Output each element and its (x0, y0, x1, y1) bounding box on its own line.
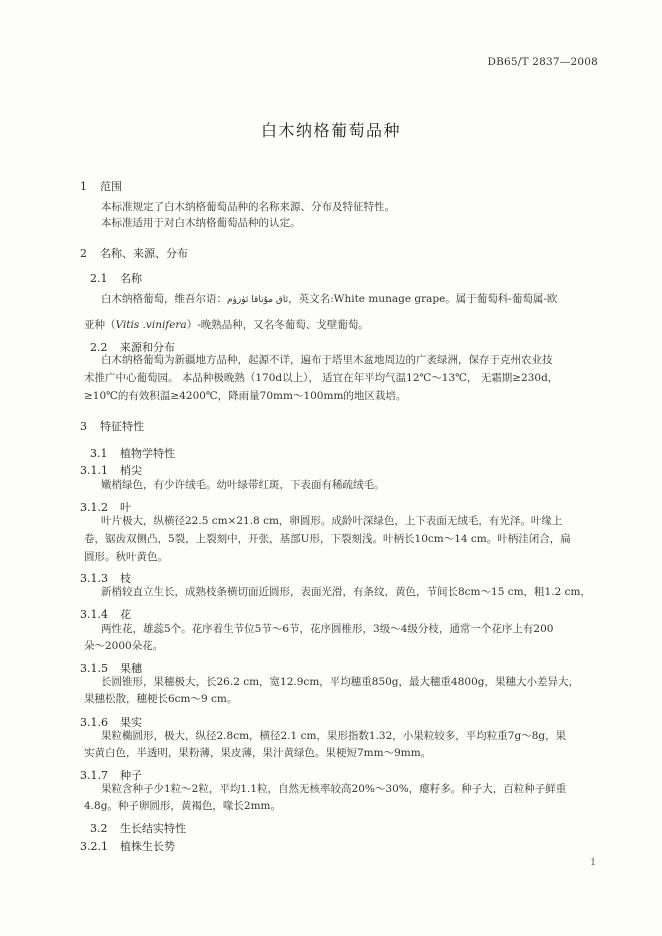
paragraph-line (101, 294, 557, 305)
clause-title: 植株生长势 (120, 840, 175, 853)
clause-number: 3.1.2 (80, 501, 108, 514)
text-run: 亚种（ (84, 319, 116, 331)
subsection-number: 3.1 (90, 447, 108, 460)
paragraph-line: 叶片极大，纵横径22.5 cm×21.8 cm，卵圆形。成龄叶深绿色，上下表面无绒毛，有光泽。叶缘上 (101, 515, 563, 527)
paragraph-line (84, 320, 369, 331)
paragraph-line: 4.8g。种子卵圆形，黄褐色，喙长2mm。 (84, 800, 282, 812)
paragraph-line: 两性花，雄蕊5个。花序着生节位5节～6节，花序圆椎形，3级～4级分枝，通常一个花序上有200 (101, 623, 554, 635)
section-heading-name-origin (80, 245, 188, 261)
section-number: 2 (80, 247, 87, 260)
subsection-heading (90, 339, 175, 355)
paragraph-line: 卷，锯齿双侧凸，5裂，上裂刻中，开张，基部U形，下裂刻浅。叶柄长10cm～14 cm。叶柄洼闭合，扁 (84, 533, 571, 545)
paragraph-line: 果粒含种子少1粒～2粒，平均1.1粒，自然无核率较高20%～30%，瘪籽多。种子大，百粒种子鲜重 (101, 783, 567, 795)
clause-heading (80, 499, 131, 515)
subsection-number: 2.2 (90, 341, 108, 354)
paragraph-line: 长圆锥形，果穗极大，长26.2 cm，宽12.9cm，平均穗重850g，最大穗重4800g，果穗大小差异大， (101, 676, 579, 688)
paragraph-line: ≥10℃的有效积温≥4200℃，降雨量70mm～100mm的地区栽培。 (84, 390, 407, 402)
text-run: ，英文名:White munage grape。属于葡萄科-葡萄属-欧 (288, 293, 558, 305)
paragraph-line: 果穗松散，穗梗长6cm～9 cm。 (84, 693, 238, 705)
clause-heading (80, 660, 142, 676)
clause-heading (80, 570, 131, 586)
paragraph-line: 本标准适用于对白木纳格葡萄品种的认定。 (101, 217, 301, 229)
section-title: 名称、来源、分布 (100, 247, 188, 260)
subsection-title: 来源和分布 (120, 341, 175, 354)
section-number: 1 (80, 180, 87, 193)
clause-number: 3.1.7 (80, 769, 108, 782)
clause-title: 梢尖 (120, 464, 142, 477)
page-number: 1 (590, 858, 596, 868)
section-title: 范围 (100, 180, 122, 193)
text-run: ）-晚熟品种，又名冬葡萄、戈壁葡萄。 (186, 319, 369, 331)
clause-number: 3.1.6 (80, 716, 108, 729)
clause-title: 花 (120, 608, 131, 621)
text-run: 白木纳格葡萄，维吾尔语： (101, 293, 227, 305)
uyghur-name: ئاق مۇناقا ئۈزۈم (227, 295, 289, 305)
clause-title: 果实 (120, 716, 142, 729)
clause-number: 3.1.5 (80, 662, 108, 675)
paragraph-line: 白木纳格葡萄为新疆地方品种，起源不详，遍布于塔里木盆地周边的广袤绿洲，保存于克州农业技 (101, 354, 553, 366)
section-number: 3 (80, 420, 87, 433)
section-title: 特征特性 (100, 420, 144, 433)
paragraph-line: 果粒椭圆形，极大，纵径2.8cm，横径2.1 cm，果形指数1.32，小果粒较多，平均粒重7g～8g，果 (101, 730, 567, 742)
paragraph-line: 术推广中心葡萄园。 本品种极晚熟（170d以上）， 适宜在年平均气温12℃～13℃， 无霜期≥230d， (84, 372, 559, 384)
paragraph-line: 实黄白色，半透明，果粉薄，果皮薄，果汁黄绿色。果梗短7mm～9mm。 (84, 747, 432, 759)
clause-heading (80, 714, 142, 730)
paragraph-line: 新梢较直立生长，成熟枝条横切面近圆形，表面光滑，有条纹，黄色，节间长8cm～15 cm，粗1.2 cm， (101, 586, 591, 598)
clause-title: 果穗 (120, 662, 142, 675)
paragraph-line: 朵～2000朵花。 (84, 640, 164, 652)
subsection-number: 3.2 (90, 822, 108, 835)
section-heading-characteristics (80, 418, 144, 434)
subsection-number: 2.1 (90, 272, 108, 285)
latin-name: Vitis .vinifera (115, 319, 187, 331)
clause-heading (80, 462, 142, 478)
standard-number: DB65/T 2837—2008 (487, 56, 598, 68)
subsection-title: 植物学特性 (120, 447, 175, 460)
subsection-title: 名称 (120, 272, 142, 285)
clause-title: 枝 (120, 572, 131, 585)
paragraph-line: 嫩梢绿色，有少许绒毛。幼叶绿带红斑，下表面有稀疏绒毛。 (101, 479, 385, 491)
clause-title: 种子 (120, 769, 142, 782)
clause-number: 3.1.1 (80, 464, 108, 477)
clause-number: 3.2.1 (80, 840, 108, 853)
subsection-heading (90, 270, 142, 286)
document-title: 白木纳格葡萄品种 (260, 121, 401, 140)
subsection-heading (90, 445, 175, 461)
clause-heading (80, 767, 142, 783)
paragraph-line: 圆形。秋叶黄色。 (84, 551, 168, 563)
clause-number: 3.1.4 (80, 608, 108, 621)
clause-heading (80, 838, 175, 854)
clause-title: 叶 (120, 501, 131, 514)
subsection-heading (90, 820, 186, 836)
subsection-title: 生长结实特性 (120, 822, 186, 835)
clause-heading (80, 606, 131, 622)
section-heading-scope (80, 178, 122, 194)
clause-number: 3.1.3 (80, 572, 108, 585)
paragraph-line: 本标准规定了白木纳格葡萄品种的名称来源、分布及特征特性。 (101, 201, 395, 213)
